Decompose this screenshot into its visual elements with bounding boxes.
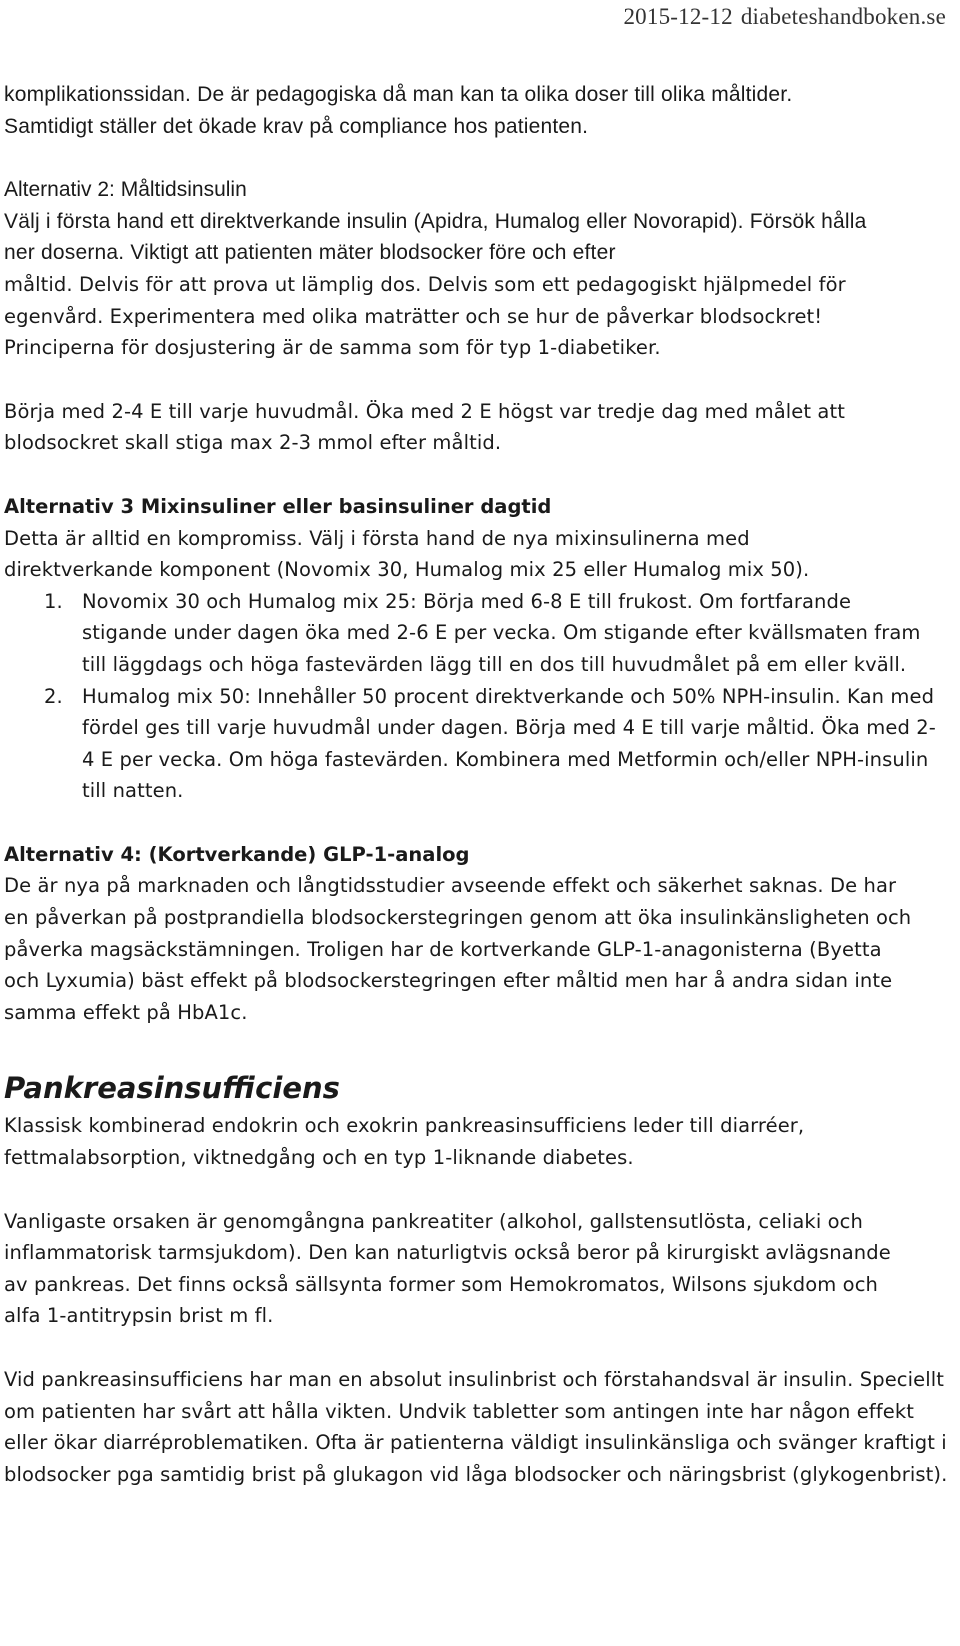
list-item xyxy=(4,586,932,681)
alt2-paragraph-3: Börja med 2-4 E till varje huvudmål. Öka med 2 E högst var tredje dag med målet att blodsockret skall stiga max 2-3 mmol efter måltid. xyxy=(4,399,845,455)
list-item-number: 2. xyxy=(44,684,63,708)
section-title-alt2: Alternativ 2: Måltidsinsulin xyxy=(4,178,247,202)
pankreas-paragraph-2: Vanligaste orsaken är genomgångna pankreatiter (alkohol, gallstensutlösta, celiaki och inflammatorisk tarmsjukdom). Den kan naturligtvis också beror på kirurgiskt avlägsnande av pankreas. Det finns också sällsynta former som Hemokromatos, Wilsons sjukdom och alfa 1-antitrypsin brist m fl. xyxy=(4,1209,891,1328)
intro-paragraph: komplikationssidan. De är pedagogiska då man kan ta olika doser till olika måltider. Samtidigt ställer det ökade krav på compliance hos patienten. xyxy=(4,83,793,138)
alt3-paragraph: Detta är alltid en kompromiss. Välj i första hand de nya mixinsulinerna med direktverkande komponent (Novomix 30, Humalog mix 25 eller Humalog mix 50). xyxy=(4,526,810,582)
list-item-text: Novomix 30 och Humalog mix 25: Börja med 6-8 E till frukost. Om fortfarande stigande under dagen öka med 2-6 E per vecka. Om stigande efter kvällsmaten fram till läggdags och höga fastevärden lägg till en dos till huvudmålet på em eller kväll. xyxy=(82,589,921,676)
alt2-paragraph-2: måltid. Delvis för att prova ut lämplig dos. Delvis som ett pedagogiskt hjälpmedel för egenvård. Experimentera med olika maträtter och se hur de påverkar blodsockret! Principerna för dosjustering är de samma som för typ 1-diabetiker. xyxy=(4,272,846,360)
header-date: 2015-12-12 xyxy=(623,4,733,29)
alt4-paragraph: De är nya på marknaden och långtidsstudier avseende effekt och säkerhet saknas. De har en påverkan på postprandiella blodsockerstegringen genom att öka insulinkänsligheten och påverka magsäckstämningen. Troligen har de kortverkande GLP-1-anagonisterna (Byetta och Lyxumia) bäst effekt på blodsockerstegringen efter måltid men har å andra sidan inte samma effekt på HbA1c. xyxy=(4,874,912,1024)
alt2-paragraph-1: Välj i första hand ett direktverkande insulin (Apidra, Humalog eller Novorapid). Försök hålla ner doserna. Viktigt att patienten mäter blodsocker före och efter xyxy=(4,209,867,265)
list-item xyxy=(4,681,942,807)
section-title-pankreas: Pankreasinsufficiens xyxy=(4,1071,340,1106)
list-item-number: 1. xyxy=(44,589,63,613)
header-site: diabeteshandboken.se xyxy=(740,4,946,29)
pankreas-paragraph-1: Klassisk kombinerad endokrin och exokrin pankreasinsufficiens leder till diarréer, fettmalabsorption, viktnedgång och en typ 1-liknande diabetes. xyxy=(4,1114,805,1170)
list-item-text: Humalog mix 50: Innehåller 50 procent direktverkande och 50% NPH-insulin. Kan med fördel ges till varje huvudmål under dagen. Börja med 4 E till varje måltid. Öka med 2-4 E per vecka. Om höga fastevärden. Kombinera med Metformin och/eller NPH-insulin till natten. xyxy=(82,684,936,803)
alt3-list xyxy=(4,586,948,807)
document-content xyxy=(4,79,948,1490)
pankreas-paragraph-3: Vid pankreasinsufficiens har man en absolut insulinbrist och förstahandsval är insulin. Speciellt om patienten har svårt att hålla vikten. Undvik tabletter som antingen inte har någon effekt eller ökar diarréproblematiken. Ofta är patienterna väldigt insulinkänsliga och svänger kraftigt i blodsocker pga samtidig brist på glukagon vid låga blodsocker och näringsbrist (glykogenbrist). xyxy=(4,1368,948,1486)
section-title-alt4: Alternativ 4: (Kortverkande) GLP-1-analog xyxy=(4,842,470,866)
page-header xyxy=(615,2,946,32)
section-title-alt3: Alternativ 3 Mixinsuliner eller basinsuliner dagtid xyxy=(4,494,552,518)
